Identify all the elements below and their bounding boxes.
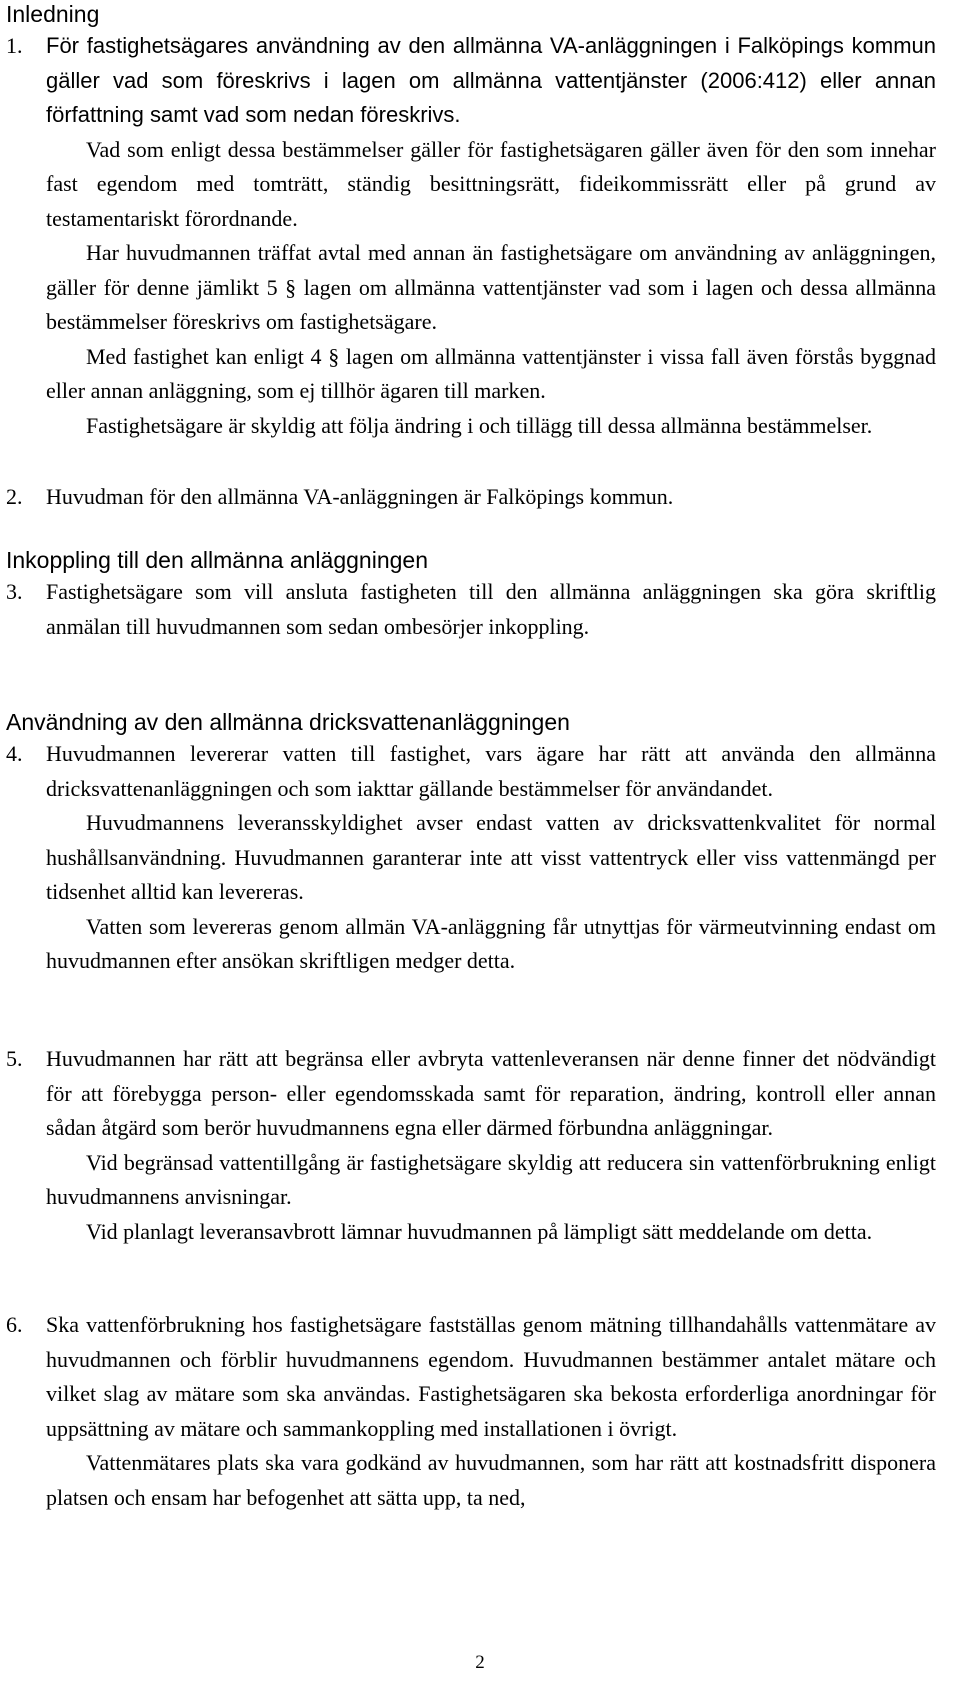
paragraph: Fastighetsägare är skyldig att följa ändring i och tillägg till dessa allmänna bestämmelser.: [86, 412, 873, 438]
item-1: [6, 29, 936, 443]
paragraph: Vid planlagt leveransavbrott lämnar huvudmannen på lämpligt sätt meddelande om detta.: [86, 1218, 873, 1244]
section-heading-anvandning: Användning av den allmänna dricksvattenanläggningen: [6, 709, 570, 735]
item-5: [6, 1042, 936, 1249]
paragraph: Vattenmätares plats ska vara godkänd av huvudmannen, som har rätt att kostnadsfritt disponera platsen och ensam har befogenhet att sätta upp, ta ned,: [46, 1450, 936, 1510]
paragraph: Vatten som levereras genom allmän VA-anläggning får utnyttjas för värmeutvinning endast om huvudmannen efter ansökan skriftligen medger detta.: [46, 913, 936, 973]
item-number: 5.: [6, 1046, 23, 1071]
item-4: [6, 737, 936, 979]
paragraph: Med fastighet kan enligt 4 § lagen om allmänna vattentjänster i vissa fall även förstås byggnad eller annan anläggning, som ej tillhör ägaren till marken.: [46, 343, 936, 403]
item-2: [6, 480, 936, 515]
paragraph: Fastighetsägare som vill ansluta fastigheten till den allmänna anläggningen ska göra skriftlig anmälan till huvudmannen som sedan ombesörjer inkoppling.: [46, 579, 936, 639]
paragraph: Ska vattenförbrukning hos fastighetsägare fastställas genom mätning tillhandahålls vattenmätare av huvudmannen och förblir huvudmannens egendom. Huvudmannen bestämmer antalet mätare och vilket slag av mätare som ska användas. Fastighetsägaren ska bekosta erforderliga anordningar för uppsättning av mätare och sammankoppling med installationen i övrigt.: [46, 1312, 936, 1441]
item-number: 3.: [6, 579, 23, 604]
item-number: 1.: [6, 33, 23, 58]
item-number: 2.: [6, 484, 23, 509]
paragraph: Huvudmannen levererar vatten till fastighet, vars ägare har rätt att använda den allmänna dricksvattenanläggningen och som iakttar gällande bestämmelser för användandet.: [46, 741, 936, 801]
page-number: 2: [475, 1652, 485, 1673]
item-6: [6, 1308, 936, 1515]
paragraph: Huvudmannens leveransskyldighet avser endast vatten av dricksvattenkvalitet för normal hushållsanvändning. Huvudmannen garanterar inte att visst vattentryck eller viss vattenmängd per tidsenhet alltid kan levereras.: [46, 810, 936, 904]
paragraph: Huvudman för den allmänna VA-anläggningen är Falköpings kommun.: [46, 484, 674, 509]
section-heading-inkoppling: Inkoppling till den allmänna anläggningen: [6, 547, 428, 573]
paragraph: Vid begränsad vattentillgång är fastighetsägare skyldig att reducera sin vattenförbrukning enligt huvudmannens anvisningar.: [46, 1149, 936, 1209]
section-heading-inledning: Inledning: [6, 1, 100, 27]
item-3: [6, 575, 936, 644]
item-number: 4.: [6, 741, 23, 766]
paragraph: Vad som enligt dessa bestämmelser gäller för fastighetsägaren gäller även för den som innehar fast egendom med tomträtt, ständig besittningsrätt, fideikommissrätt eller på grund av testamentariskt förordnande.: [46, 136, 936, 231]
paragraph: För fastighetsägares användning av den allmänna VA-anläggningen i Falköpings kommun gäller vad som föreskrivs i lagen om allmänna vattentjänster (2006:412) eller annan författning samt vad som nedan föreskrivs.: [46, 33, 936, 127]
paragraph: Huvudmannen har rätt att begränsa eller avbryta vattenleveransen när denne finner det nödvändigt för att förebygga person- eller egendomsskada samt för reparation, ändring, kontroll eller annan sådan åtgärd som berör huvudmannens egna eller därmed förbundna anläggningar.: [46, 1046, 936, 1140]
paragraph: Har huvudmannen träffat avtal med annan än fastighetsägare om användning av anläggningen, gäller för denne jämlikt 5 § lagen om allmänna vattentjänster vad som i lagen och dessa allmänna bestämmelser föreskrivs om fastighetsägare.: [46, 240, 936, 334]
item-number: 6.: [6, 1312, 23, 1337]
